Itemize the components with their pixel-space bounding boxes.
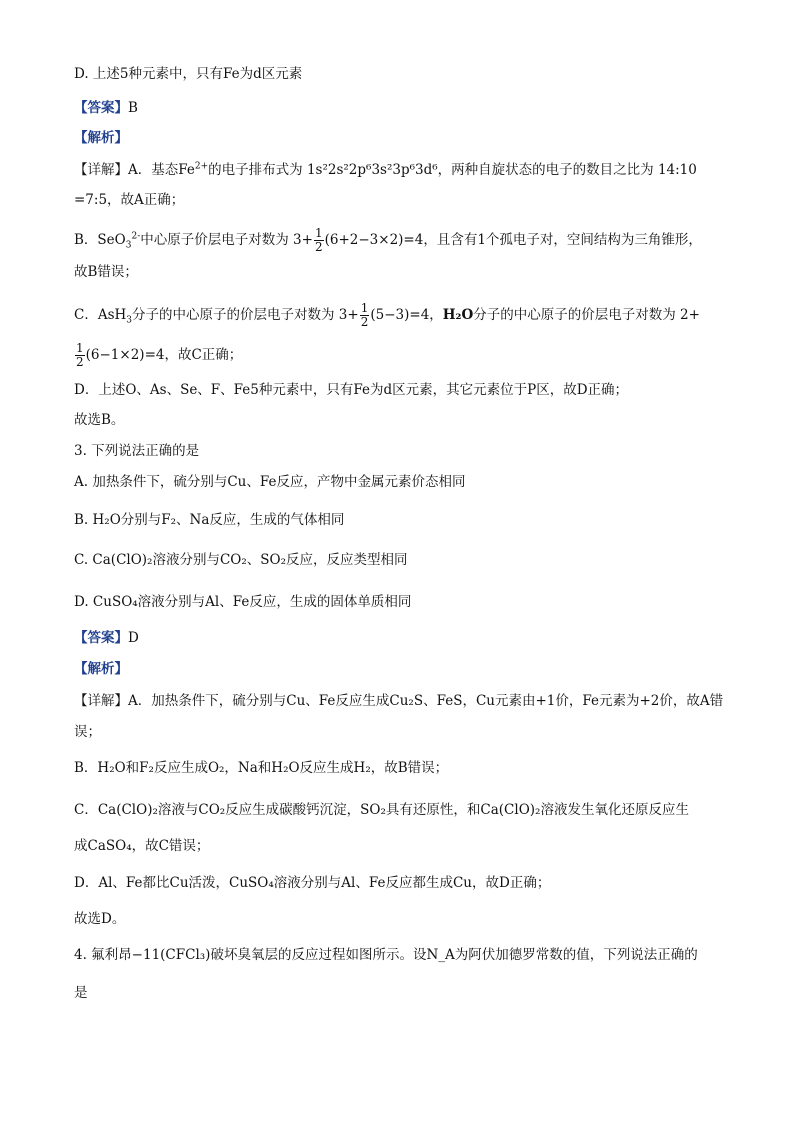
q4-stem-cont: 是	[74, 985, 88, 1001]
answer-tag: 【答案】	[74, 100, 128, 116]
fraction-half: $\frac{1}{2}$	[314, 226, 323, 254]
q2-detail-c-cont: $\frac{1}{2}$ (6−1×2)=4，故C正确；	[76, 341, 243, 369]
q3-detail-a: 【详解】A．加热条件下，硫分别与Cu、Fe反应生成Cu₂S、FeS，Cu元素由+1价，Fe元素为+2价，故A错	[74, 693, 724, 709]
q3-conclusion: 故选D。	[74, 911, 126, 927]
q4-stem: 4. 氟利昂−11(CFCl₃)破坏臭氧层的反应过程如图所示。设N_A为阿伏加德罗常数的值，下列说法正确的	[74, 947, 698, 963]
q2-answer-line	[74, 98, 138, 118]
q3-option-a: A. 加热条件下，硫分别与Cu、Fe反应，产物中金属元素价态相同	[74, 474, 466, 490]
q2-detail-a-cont: =7:5，故A正确；	[74, 192, 185, 208]
fraction-half: $\frac{1}{2}$	[360, 301, 369, 329]
q2-detail-b-cont: 故B错误；	[74, 264, 138, 280]
q2-option-d: D. 上述5种元素中，只有Fe为d区元素	[74, 66, 303, 82]
q2-detail-c: C．AsH$_3$分子的中心原子的价层电子对数为 3+ $\frac{1}{2}$ (5−3)=4，H₂O分子的中心原子的价层电子对数为 2+	[74, 301, 700, 329]
answer-tag: 【答案】	[74, 630, 128, 646]
q3-detail-b: B．H₂O和F₂反应生成O₂，Na和H₂O反应生成H₂，故B错误；	[74, 760, 449, 776]
q3-option-d: D. CuSO₄溶液分别与Al、Fe反应，生成的固体单质相同	[74, 594, 412, 610]
q2-detail-b: B．SeO$_3^{2-}$中心原子价层电子对数为 3+ $\frac{1}{2}$ (6+2−3×2)=4，且含有1个孤电子对，空间结构为三角锥形，	[74, 226, 702, 254]
q2-analysis-tag: 【解析】	[74, 130, 128, 146]
answer-value: D	[128, 630, 139, 646]
q2-conclusion: 故选B。	[74, 412, 125, 428]
q3-answer-line	[74, 628, 139, 648]
q3-detail-d: D．Al、Fe都比Cu活泼，CuSO₄溶液分别与Al、Fe反应都生成Cu，故D正确；	[74, 875, 551, 891]
q2-detail-a: 【详解】A．基态$Fe^{2+}$的电子排布式为 1s²2s²2p⁶3s²3p⁶3d⁶，两种自旋状态的电子的数目之比为 14:10	[74, 161, 697, 178]
fraction-half: $\frac{1}{2}$	[76, 341, 84, 369]
q3-detail-c: C．Ca(ClO)₂溶液与CO₂反应生成碳酸钙沉淀，SO₂具有还原性，和Ca(ClO)₂溶液发生氧化还原反应生	[74, 802, 689, 818]
q3-option-b: B. H₂O分别与F₂、Na反应，生成的气体相同	[74, 512, 345, 528]
q3-detail-a-cont: 误；	[74, 724, 101, 740]
q3-detail-c-cont: 成CaSO₄，故C错误；	[74, 838, 210, 854]
q3-stem: 3. 下列说法正确的是	[74, 443, 200, 459]
q3-analysis-tag: 【解析】	[74, 661, 128, 677]
answer-value: B	[128, 100, 138, 116]
q3-option-c: C. Ca(ClO)₂溶液分别与CO₂、SO₂反应，反应类型相同	[74, 552, 408, 568]
q2-detail-d: D．上述O、As、Se、F、Fe5种元素中，只有Fe为d区元素，其它元素位于P区，故D正确；	[74, 382, 629, 398]
